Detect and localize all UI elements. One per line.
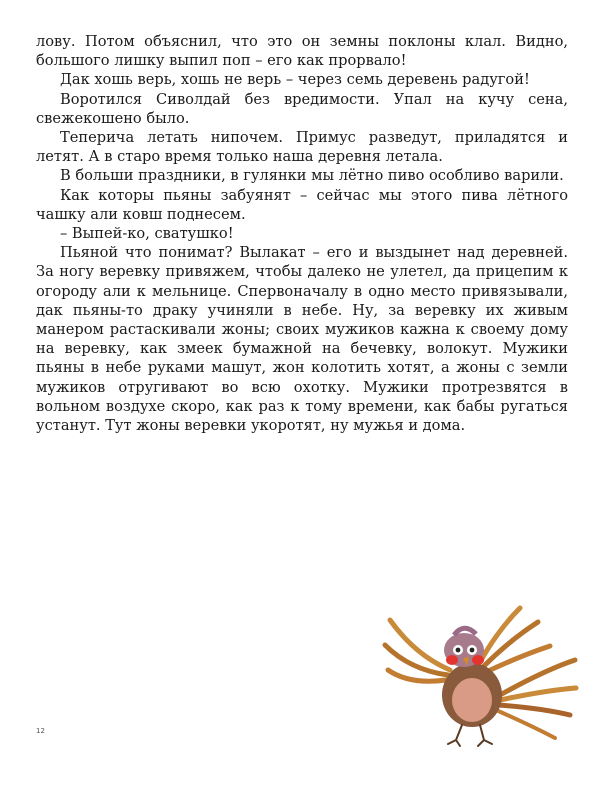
paragraph-4: Теперича летать нипочем. Примус разведут, приладятся и летят. А в старо время только наша деревня летала.	[36, 129, 568, 166]
body-text	[36, 32, 568, 435]
paragraph-1: лову. Потом объяснил, что это он земны поклоны клал. Видно, большого лишку выпил поп – его как прорвало!	[36, 33, 568, 70]
paragraph-8: Пьяной что понимат? Вылакат – его и выздынет над деревней. За ногу веревку привяжем, чтобы далеко не улетел, да прицепим к огороду али к мельнице. Спервоначалу в одно место привязывали, дак пьяны-то драку учиняли в небе. Ну, за веревку их живым манером растаскивали жоны; своих мужиков кажна к своему дому на веревку, как змеек бумажной на бечевку, волокут. Мужики пьяны в небе руками машут, жон колотить хотят, а жоны с земли мужиков отругивают во всю охотку. Мужики протрезвятся в вольном воздухе скоро, как раз к тому времени, как бабы ругаться устанут. Тут жоны веревки укоротят, ну мужья и дома.	[36, 244, 568, 435]
bird-illustration	[380, 600, 580, 750]
page-number: 12	[36, 727, 45, 735]
paragraph-2: Дак хошь верь, хошь не верь – через семь деревень радугой!	[60, 71, 530, 89]
paragraph-3: Воротился Сиволдай без вредимости. Упал на кучу сена, свежекошено было.	[36, 90, 568, 127]
paragraph-6: Как которы пьяны забуянят – сейчас мы этого пива лётного чашку али ковш поднесем.	[36, 186, 568, 223]
paragraph-5: В больши праздники, в гулянки мы лётно пиво особливо варили.	[60, 167, 564, 185]
paragraph-7: – Выпей-ко, сватушко!	[60, 225, 234, 243]
